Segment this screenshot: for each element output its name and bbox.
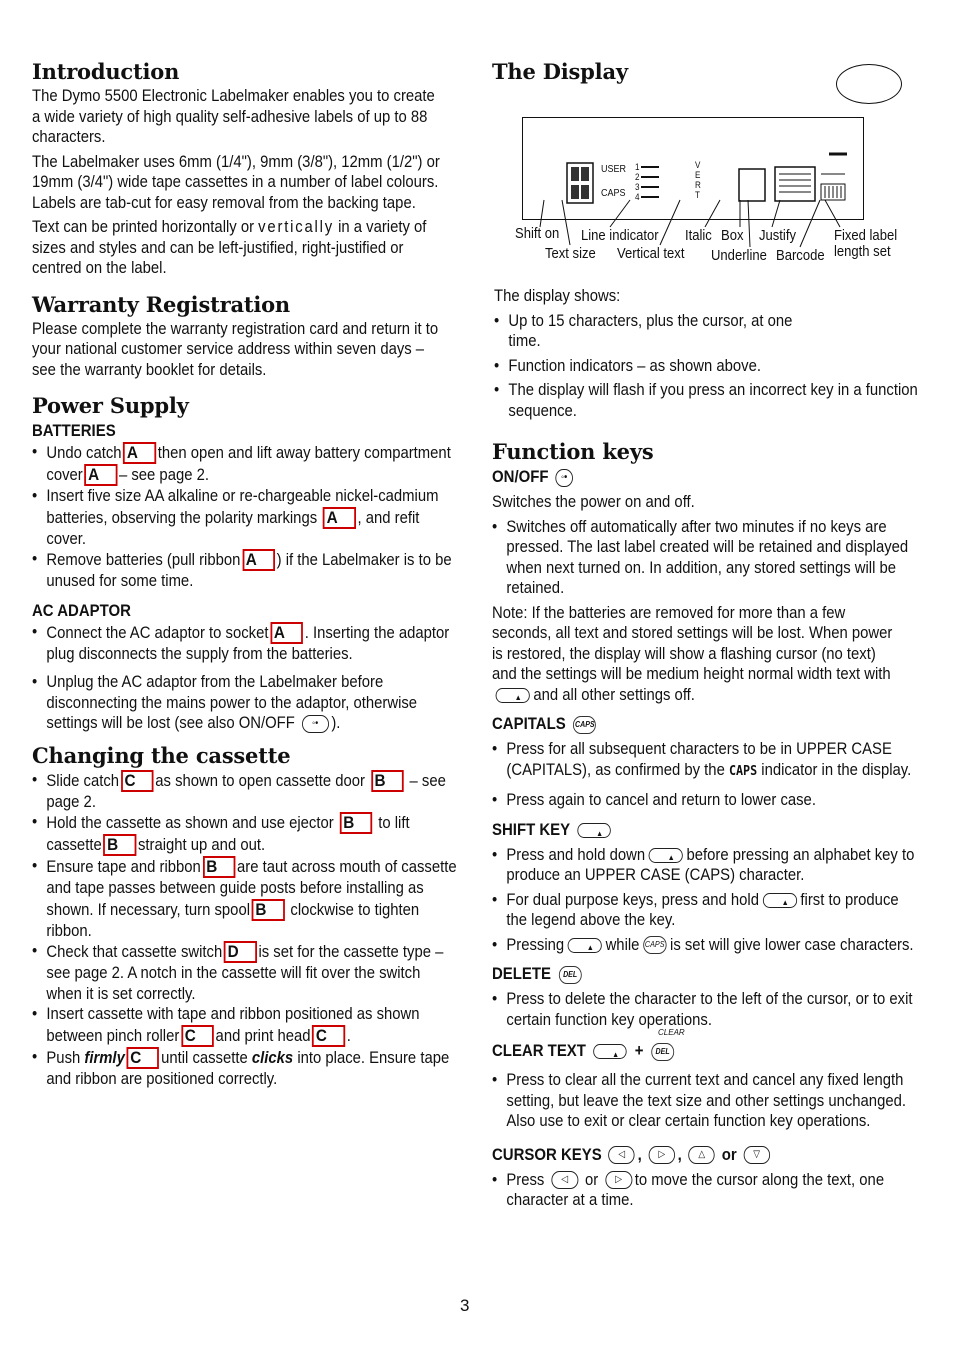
list-item: • Up to 15 characters, plus the cursor, at one time.	[494, 311, 822, 352]
intro-heading: Introduction	[32, 59, 180, 84]
warranty-heading: Warranty Registration	[32, 291, 291, 317]
lcd-display-diagram: USER CAPS 1 2 3 4 V E R T	[522, 117, 864, 220]
display-list	[494, 311, 918, 422]
list-item: • Press for all subsequent characters to be in UPPER CASE (CAPITALS), as confirmed by the CAPS indicator in the display.	[492, 739, 918, 782]
callout-b: B	[252, 899, 285, 921]
warranty-paragraph: Please complete the warranty registration card and return it to your national customer service address within seven days – see the warranty booklet for details.	[32, 319, 439, 379]
callout-b: B	[203, 856, 236, 878]
clear-legend: CLEAR	[658, 1028, 685, 1037]
caps-key-icon: CAPS	[643, 936, 666, 954]
list-item: • Press again to cancel and return to lower case.	[492, 790, 918, 811]
cursor-right-icon: ▷	[605, 1171, 632, 1189]
callout-b: B	[371, 770, 404, 792]
list-item: • Insert five size AA alkaline or re-chargeable nickel-cadmium batteries, observing the polarity markings A , and refit cover.	[32, 486, 458, 549]
callout-c: C	[121, 770, 154, 792]
cursor-left-icon: ◁	[609, 1146, 635, 1164]
list-item: • Press to clear all the current text and cancel any fixed length setting, but leave the text size and other settings unchanged. Also use to exit or clear certain function key operations.	[492, 1070, 918, 1132]
del-key-icon: DEL	[651, 1043, 674, 1061]
list-item: • Press and hold down▲ before pressing an alphabet key to produce an UPPER CASE (CAPS) character.	[492, 845, 918, 886]
display-heading: The Display	[492, 59, 628, 84]
batteries-heading: BATTERIES	[32, 421, 116, 440]
callout-a: A	[270, 622, 303, 644]
list-item: • Hold the cassette as shown and use ejector B to lift cassette B straight up and out.	[32, 812, 458, 856]
label-fixed-length-1: Fixed label	[834, 228, 898, 244]
function-keys-heading: Function keys	[492, 439, 654, 464]
callout-a: A	[242, 549, 275, 571]
callout-a: A	[323, 507, 356, 529]
list-item: • Connect the AC adaptor to socket A . Inserting the adaptor plug disconnects the supply from the batteries.	[32, 622, 458, 665]
label-barcode: Barcode	[776, 248, 825, 264]
shift-key-icon	[578, 823, 611, 838]
left-column	[32, 58, 457, 1089]
clear-text-heading: CLEAR TEXT ▲ + DEL	[492, 1040, 855, 1062]
del-key-icon: DEL	[559, 966, 582, 984]
power-heading: Power Supply	[32, 393, 189, 418]
label-underline: Underline	[711, 248, 767, 264]
right-column	[492, 58, 912, 86]
cassette-heading: Changing the cassette	[32, 742, 291, 768]
shift-key-icon	[568, 938, 602, 953]
callout-lines	[510, 195, 880, 250]
shift-key-heading: SHIFT KEY ▲	[492, 819, 855, 841]
label-shift-on: Shift on	[515, 226, 560, 242]
list-item: • Switches off automatically after two minutes if no keys are pressed. The last label created will be retained and displayed when next turned on. In addition, any stored settings will be retained.	[492, 517, 918, 599]
list-item: • Function indicators – as shown above.	[494, 356, 918, 377]
note-paragraph: Note: If the batteries are removed for more than a few seconds, all text and stored settings will be lost. When power is restored, the display will show a flashing cursor (no text) and the settings will be medium height normal width text with▲and all other settings off.	[492, 603, 904, 706]
cursor-right-icon: ▷	[649, 1146, 675, 1164]
cassette-list	[32, 770, 457, 1090]
callout-d: D	[224, 941, 257, 963]
onoff-key-icon: ◦•	[302, 715, 329, 733]
list-item: • Push firmly C until cassette clicks into place. Ensure tape and ribbon are positioned correctly.	[32, 1047, 458, 1090]
list-item: • Unplug the AC adaptor from the Labelmaker before disconnecting the mains power to the adaptor, otherwise settings will be lost (see also ON/OFF ◦• ).	[32, 672, 458, 734]
label-box: Box	[721, 228, 744, 244]
list-item: • Pressing▲ while CAPS is set will give lower case characters.	[492, 935, 918, 956]
list-item: • Ensure tape and ribbon B are taut across mouth of cassette and tape passes between guide posts before installing as shown. If necessary, turn spool B clockwise to tighten ribbon.	[32, 856, 458, 941]
caps-indicator: CAPS	[601, 188, 626, 199]
onoff-heading: ON/OFF ◦•	[492, 466, 855, 488]
callout-c: C	[312, 1025, 345, 1047]
callout-b: B	[104, 834, 137, 856]
label-vertical-text: Vertical text	[617, 246, 685, 262]
display-section	[494, 286, 918, 421]
list-item: • Undo catch A then open and lift away battery compartment cover A – see page 2.	[32, 442, 458, 486]
label-fixed-length-2: length set	[834, 244, 891, 260]
list-item: • Insert cassette with tape and ribbon positioned as shown between pinch roller C and print head C .	[32, 1004, 458, 1047]
list-item: • Press to delete the character to the left of the cursor, or to exit certain function key operations.	[492, 989, 918, 1030]
list-item: • Remove batteries (pull ribbon A ) if the Labelmaker is to be unused for some time.	[32, 549, 458, 592]
callout-c: C	[181, 1025, 214, 1047]
shift-key-icon	[649, 848, 683, 863]
ac-list	[32, 622, 450, 734]
ac-adaptor-heading: AC ADAPTOR	[32, 600, 131, 620]
display-shows: The display shows:	[494, 287, 621, 305]
function-keys-section	[492, 438, 915, 1211]
label-justify: Justify	[759, 228, 796, 244]
list-item: • The display will flash if you press an incorrect key in a function sequence.	[494, 380, 918, 421]
callout-a: A	[123, 442, 156, 464]
callout-b: B	[340, 812, 373, 834]
list-item: • Slide catch C as shown to open cassette door B – see page 2.	[32, 770, 458, 813]
delete-heading: DELETE DEL	[492, 963, 855, 985]
caps-key-icon: CAPS	[573, 716, 596, 734]
callout-a: A	[85, 464, 118, 486]
label-line-indicator: Line indicator	[581, 228, 659, 244]
onoff-paragraph: Switches the power on and off.	[492, 493, 695, 511]
cursor-keys-heading: CURSOR KEYS ◁ , ▷ , △ or ▽	[492, 1144, 855, 1166]
list-item: • For dual purpose keys, press and hold▲ first to produce the legend above the key.	[492, 890, 918, 931]
shift-key-icon	[496, 688, 530, 703]
cursor-left-icon: ◁	[551, 1171, 578, 1189]
list-item: • Press ◁ or ▷ to move the cursor along the text, one character at a time.	[492, 1170, 918, 1211]
user-indicator: USER	[601, 164, 627, 175]
intro-paragraph-2: The Labelmaker uses 6mm (1/4"), 9mm (3/8"), 12mm (1/2") or 19mm (3/4") wide tape cassettes in a number of label colours. Labels are tab-cut for easy removal from the backing tape.	[32, 152, 440, 212]
intro-paragraph-3: Text can be printed horizontally or vertically in a variety of sizes and styles and can be left-justified, right-justified or centred on the label.	[32, 218, 427, 277]
list-item: • Check that cassette switch D is set for the cassette type – see page 2. A notch in the cassette will fit over the switch when it is set correctly.	[32, 941, 458, 1004]
vertical-sample: vertically	[258, 218, 334, 236]
cursor-up-icon: △	[689, 1146, 715, 1164]
intro-paragraph-1: The Dymo 5500 Electronic Labelmaker enables you to create a wide variety of high quality self-adhesive labels of up to 88 characters.	[32, 87, 435, 146]
shift-key-icon	[763, 893, 797, 908]
shift-key-icon	[594, 1044, 627, 1059]
callout-c: C	[127, 1047, 160, 1069]
capitals-heading: CAPITALS CAPS	[492, 714, 595, 733]
onoff-key-icon: ◦•	[555, 469, 573, 487]
page-number: 3	[460, 1296, 470, 1315]
label-italic: Italic	[685, 228, 712, 244]
batteries-list	[32, 442, 452, 592]
cursor-down-icon: ▽	[744, 1146, 770, 1164]
label-text-size: Text size	[545, 246, 596, 262]
